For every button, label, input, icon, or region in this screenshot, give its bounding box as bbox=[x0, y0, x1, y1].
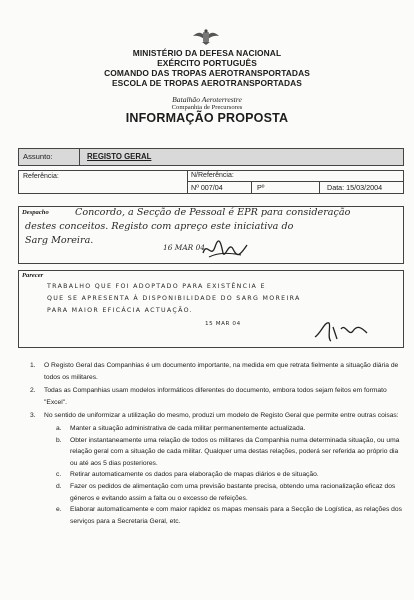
commander-signature bbox=[201, 239, 249, 261]
army-heading: EXÉRCITO PORTUGUÊS bbox=[157, 58, 257, 68]
sub-item-letter: e. bbox=[56, 506, 62, 514]
dispatch-line: destes conceitos. Registo com apreço este iniciativa do bbox=[25, 221, 294, 232]
subject-value: REGISTO GERAL bbox=[87, 152, 152, 161]
sub-item-text: Elaborar automaticamente e com maior rapidez os mapas mensais para a Secção de Logística, as relações dos serviços para a Secretaria Geral, etc. bbox=[70, 506, 402, 525]
item-number: 3. bbox=[30, 412, 36, 420]
sub-item bbox=[44, 423, 402, 435]
sub-item-text: Obter instantaneamente uma relação de todos os militares da Companhia numa determinada situação, ou uma relação geral com a situação de cada militar. Qualquer uma destas relações, poderá ser referida ao próprio dia ou até aos 5 dias posteriores. bbox=[70, 436, 400, 467]
command-heading: COMANDO DAS TROPAS AEROTRANSPORTADAS bbox=[104, 68, 310, 78]
sub-item bbox=[44, 504, 402, 527]
ministry-heading: MINISTÉRIO DA DEFESA NACIONAL bbox=[132, 48, 282, 58]
proposal-body bbox=[30, 360, 402, 529]
company-label: Companhia de Precursores bbox=[171, 104, 243, 111]
list-item bbox=[30, 385, 402, 408]
opinion-line: PARA MAIOR EFICÁCIA ACTUAÇÃO. bbox=[47, 307, 193, 314]
officer-signature bbox=[311, 317, 371, 345]
subject-label: Assunto: bbox=[23, 152, 53, 161]
divider bbox=[187, 171, 188, 193]
our-reference-label: N/Referência: bbox=[191, 172, 234, 179]
divider bbox=[187, 181, 403, 182]
sub-item-text: Manter a situação administrativa de cada militar permanentemente actualizada. bbox=[70, 424, 306, 432]
divider bbox=[79, 149, 80, 165]
item-text: Todas as Companhias usam modelos informáticos diferentes do documento, embora todos sejam feitos em formato "Excel". bbox=[44, 387, 387, 406]
list-item bbox=[30, 410, 402, 527]
opinion-date: 15 MAR 04 bbox=[205, 321, 241, 327]
opinion-line: TRABALHO QUE FOI ADOPTADO PARA EXISTÊNCIA E bbox=[47, 283, 266, 290]
dispatch-line: Sarg Moreira. bbox=[25, 235, 94, 246]
sub-item-letter: d. bbox=[56, 482, 62, 490]
sub-item bbox=[44, 469, 402, 481]
sub-item-text: Fazer os pedidos de alimentação com uma previsão bastante precisa, obtendo uma racionalização eficaz dos géneros e evitando assim a falta ou o excesso de refeições. bbox=[70, 482, 396, 502]
item-number: 2. bbox=[30, 387, 36, 395]
dispatch-box bbox=[18, 206, 404, 264]
opinion-box bbox=[18, 270, 404, 348]
dispatch-label: Despacho bbox=[22, 209, 49, 216]
opinion-label: Parecer bbox=[22, 272, 44, 279]
divider bbox=[319, 181, 320, 193]
item-text: No sentido de uniformizar a utilização do mesmo, produzi um modelo de Registo Geral que permite entre outras coisas: bbox=[44, 412, 399, 420]
sub-item-letter: b. bbox=[56, 436, 62, 444]
sub-item-letter: a. bbox=[56, 424, 62, 432]
list-item bbox=[30, 360, 402, 383]
sub-item bbox=[44, 481, 402, 504]
process-number-label: Pº bbox=[257, 183, 265, 192]
reference-date: Data: 15/03/2004 bbox=[327, 183, 383, 192]
item-text: O Registo Geral das Companhias é um documento importante, na medida em que retrata fielmente a situação diária de todos os militares. bbox=[44, 362, 399, 381]
coat-of-arms-icon bbox=[191, 29, 221, 46]
dispatch-date: 16 MAR 04 bbox=[163, 243, 205, 252]
item-number: 1. bbox=[30, 362, 36, 369]
sub-item-text: Retirar automaticamente os dados para elaboração de mapas diários e de situação. bbox=[70, 471, 319, 479]
subject-row bbox=[18, 148, 404, 166]
sub-item bbox=[44, 435, 402, 470]
dispatch-line: Concordo, a Secção de Pessoal é EPR para consideração bbox=[75, 207, 351, 218]
reference-label: Referência: bbox=[23, 173, 59, 180]
sub-item-letter: c. bbox=[56, 471, 62, 479]
opinion-line: QUE SE APRESENTA À DISPONIBILIDADE DO SARG MOREIRA bbox=[47, 295, 301, 302]
battalion-label: Batalhão Aeroterrestre bbox=[172, 95, 242, 104]
document-title: INFORMAÇÃO PROPOSTA bbox=[125, 111, 289, 125]
reference-number: Nº 007/04 bbox=[191, 183, 223, 192]
divider bbox=[251, 181, 252, 193]
reference-row bbox=[18, 170, 404, 194]
school-heading: ESCOLA DE TROPAS AEROTRANSPORTADAS bbox=[112, 78, 302, 88]
